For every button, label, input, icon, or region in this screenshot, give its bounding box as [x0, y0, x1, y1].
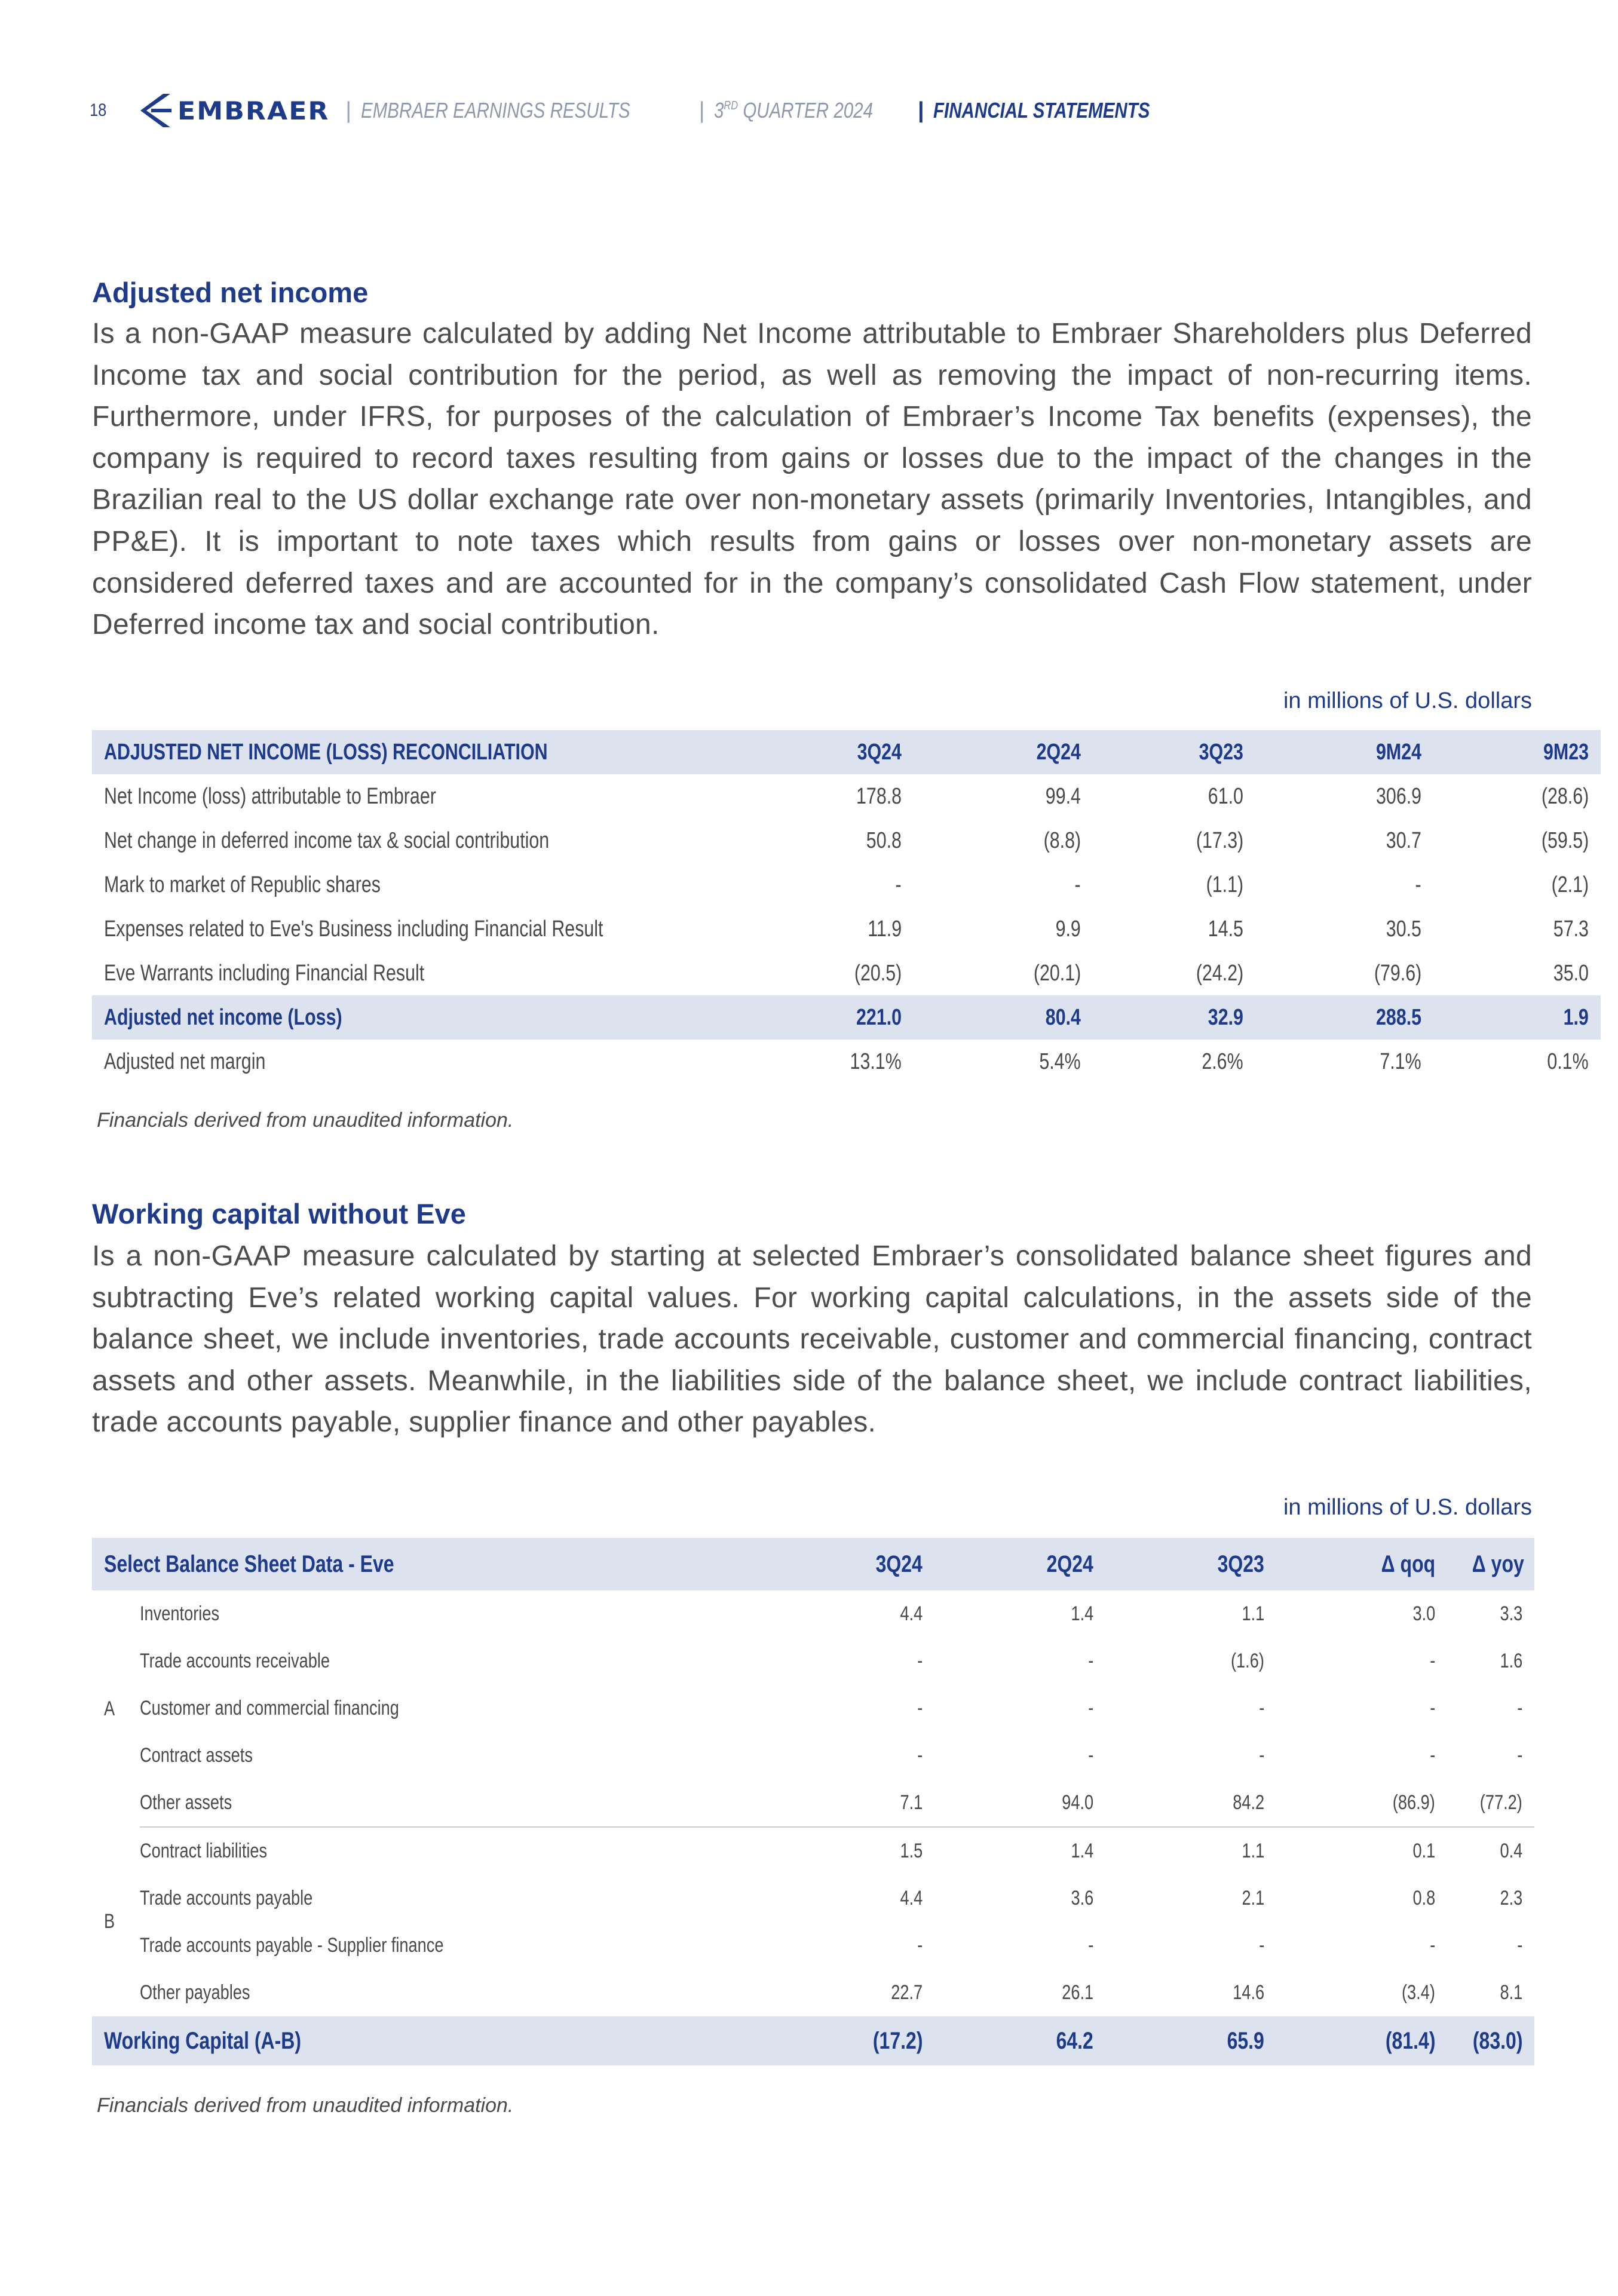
table-row: Trade accounts payable - Supplier finance - - - - -: [140, 1934, 1523, 1957]
column-header: 2Q24: [934, 1538, 1105, 1590]
table-row: Mark to market of Republic shares - - (1.1) - (2.1): [104, 872, 1589, 897]
table-row: Contract assets - - - - -: [140, 1744, 1523, 1767]
column-header: 9M24: [1255, 730, 1433, 774]
table-row: Trade accounts receivable - - (1.6) - 1.6: [140, 1650, 1523, 1672]
adjusted-net-income-description: Is a non-GAAP measure calculated by adding Net Income attributable to Embraer Shareholders plus Deferred Income tax and social contribution for the period, as well as removing the impact of non-recurring items. Furthermore, under IFRS, for purposes of the calculation of Embraer’s Income Tax benefits (expenses), the company is required to record taxes resulting from gains or losses due to the impact of the changes in the Brazilian real to the US dollar exchange rate over non-monetary assets (primarily Inventories, Intangibles, and PP&E). It is important to note taxes which results from gains or losses over non-monetary assets are considered deferred taxes and are accounted for in the company’s consolidated Cash Flow statement, under Deferred income tax and social contribution.: [92, 318, 1532, 641]
embraer-logo: [140, 93, 330, 128]
section-title-adjusted-net-income: Adjusted net income: [92, 277, 369, 308]
column-header: Select Balance Sheet Data - Eve: [92, 1538, 773, 1590]
column-header: 9M23: [1433, 730, 1601, 774]
table-row: Other assets 7.1 94.0 84.2 (86.9) (77.2): [140, 1791, 1523, 1814]
adjusted-net-income-total-row: Adjusted net income (Loss) 221.0 80.4 32.9 288.5 1.9: [92, 995, 1601, 1040]
column-header: 3Q23: [1105, 1538, 1276, 1590]
adjusted-net-income-table: [92, 730, 1601, 1084]
embraer-chevron-icon: [140, 93, 174, 128]
table-row: Expenses related to Eve's Business including Financial Result 11.9 9.9 14.5 30.5 57.3: [104, 916, 1589, 942]
unit-note: in millions of U.S. dollars: [1283, 688, 1532, 713]
table-header-row: [92, 730, 1601, 774]
column-header: 3Q24: [734, 730, 914, 774]
header-separator: |: [698, 97, 704, 123]
working-capital-total-row: Working Capital (A-B) (17.2) 64.2 65.9 (81.4) (83.0): [92, 2016, 1534, 2065]
doc-title: EMBRAER EARNINGS RESULTS: [360, 98, 630, 122]
page-header: [90, 96, 1197, 125]
table-row: Eve Warrants including Financial Result (20.5) (20.1) (24.2) (79.6) 35.0: [104, 960, 1589, 986]
section-title-working-capital: Working capital without Eve: [92, 1198, 466, 1230]
table-row: Customer and commercial financing - - - - -: [140, 1697, 1523, 1719]
table-row: B Contract liabilities 1.5 1.4 1.1 0.1 0.4: [92, 1827, 1534, 1875]
header-separator: |: [345, 97, 351, 123]
table-row: Net change in deferred income tax & social contribution 50.8 (8.8) (17.3) 30.7 (59.5): [104, 827, 1589, 853]
working-capital-description: Is a non-GAAP measure calculated by starting at selected Embraer’s consolidated balance sheet figures and subtracting Eve’s related working capital values. For working capital calculations, in the assets side of the balance sheet, we include inventories, trade accounts receivable, customer and commercial financing, contract assets and other assets. Meanwhile, in the liabilities side of the balance sheet, we include contract liabilities, trade accounts payable, supplier finance and other payables.: [92, 1240, 1532, 1439]
quarter-label: 3RD QUARTER 2024: [713, 98, 873, 122]
column-header: 3Q24: [773, 1538, 934, 1590]
unit-note: in millions of U.S. dollars: [1283, 1495, 1532, 1520]
table-header-row: [92, 1538, 1534, 1590]
working-capital-table: [92, 1538, 1534, 2065]
table-row: Trade accounts payable 4.4 3.6 2.1 0.8 2.3: [140, 1887, 1523, 1909]
header-separator: |: [917, 97, 924, 123]
table-row: Net Income (loss) attributable to Embraer 178.8 99.4 61.0 306.9 (28.6): [104, 783, 1589, 809]
column-header: ADJUSTED NET INCOME (LOSS) RECONCILIATION: [92, 730, 734, 774]
column-header: 2Q24: [914, 730, 1093, 774]
section-label: FINANCIAL STATEMENTS: [933, 98, 1150, 122]
table-row: Adjusted net margin 13.1% 5.4% 2.6% 7.1% 0.1%: [104, 1049, 1589, 1074]
table-row: Other payables 22.7 26.1 14.6 (3.4) 8.1: [140, 1981, 1523, 2004]
column-header: 3Q23: [1093, 730, 1255, 774]
column-header: Δ yoy: [1447, 1538, 1534, 1590]
page-number: 18: [90, 100, 107, 120]
column-header: Δ qoq: [1276, 1538, 1447, 1590]
group-label-assets: A: [104, 1697, 115, 1720]
logo-wordmark: EMBRAER: [177, 96, 330, 125]
table-row: A Inventories 4.4 1.4 1.1 3.0 3.3: [92, 1590, 1534, 1638]
group-label-liabilities: B: [104, 1910, 115, 1933]
footnote: Financials derived from unaudited information.: [97, 1109, 514, 1132]
footnote: Financials derived from unaudited information.: [97, 2094, 514, 2117]
